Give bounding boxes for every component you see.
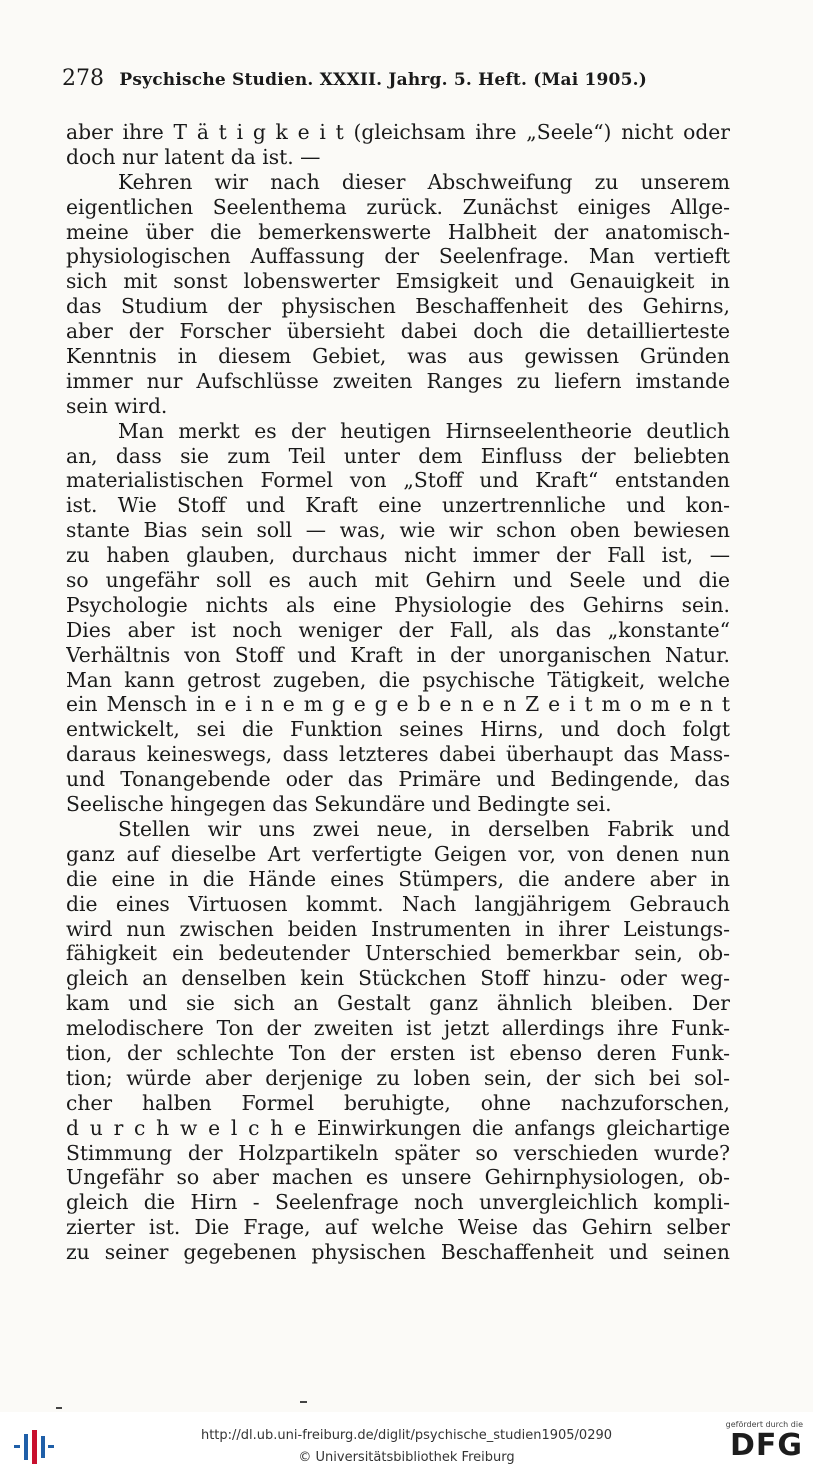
scan-mark [300, 1401, 307, 1403]
text-line: Man merkt es der heutigen Hirnseelentheorie deutlich [118, 418, 730, 443]
text-line: und Tonangebende oder das Primäre und Bedingende, das [66, 767, 730, 792]
text-line: d u r c h w e l c h e Einwirkungen die anfangs gleichartige [66, 1115, 730, 1140]
text-line: zu seiner gegebenen physischen Beschaffenheit und seinen [66, 1240, 730, 1265]
text-line: immer nur Aufschlüsse zweiten Ranges zu liefern imstande [66, 368, 730, 393]
text-line: materialistischen Formel von „Stoff und Kraft“ entstanden [66, 468, 730, 493]
text-line: eigentlichen Seelenthema zurück. Zunächst einiges Allge- [66, 194, 730, 219]
text-line: meine über die bemerkenswerte Halbheit der anatomisch- [66, 219, 730, 244]
text-line: doch nur latent da ist. — [66, 144, 321, 169]
text-line: kam und sie sich an Gestalt ganz ähnlich bleiben. Der [66, 991, 730, 1016]
text-line: stante Bias sein soll — was, wie wir schon oben bewiesen [66, 518, 730, 543]
text-line: wird nun zwischen beiden Instrumenten in ihrer Leistungs- [66, 916, 730, 941]
text-line: Stellen wir uns zwei neue, in derselben Fabrik und [118, 816, 730, 841]
page-number: 278 [62, 66, 104, 91]
body-text [66, 120, 730, 1265]
text-line: Verhältnis von Stoff und Kraft in der unorganischen Natur. [66, 642, 730, 667]
scan-mark [56, 1407, 62, 1409]
text-line: Psychologie nichts als eine Physiologie des Gehirns sein. [66, 592, 730, 617]
text-line: physiologischen Auffassung der Seelenfrage. Man vertieft [66, 244, 730, 269]
text-line: ist. Wie Stoff und Kraft eine unzertrennliche und kon- [66, 493, 730, 518]
text-line: Kenntnis in diesem Gebiet, was aus gewissen Gründen [66, 344, 730, 369]
text-line: aber der Forscher übersieht dabei doch die detaillierteste [66, 319, 730, 344]
text-line: Seelische hingegen das Sekundäre und Bedingte sei. [66, 792, 612, 817]
text-line: daraus keineswegs, dass letzteres dabei überhaupt das Mass- [66, 742, 730, 767]
text-line: entwickelt, sei die Funktion seines Hirns, und doch folgt [66, 717, 730, 742]
text-line: melodischere Ton der zweiten ist jetzt allerdings ihre Funk- [66, 1016, 730, 1041]
text-line: Stimmung der Holzpartikeln später so verschieden wurde? [66, 1140, 730, 1165]
running-title: Psychische Studien. XXXII. Jahrg. 5. Heft. (Mai 1905.) [119, 70, 647, 90]
scan-edge-marks [0, 1400, 813, 1412]
text-line: das Studium der physischen Beschaffenheit des Gehirns, [66, 294, 730, 319]
text-line: gleich die Hirn - Seelenfrage noch unvergleichlich kompli- [66, 1190, 730, 1215]
viewer-footer [0, 1412, 813, 1473]
text-line: aber ihre T ä t i g k e i t (gleichsam ihre „Seele“) nicht oder [66, 120, 730, 144]
text-line: an, dass sie zum Teil unter dem Einfluss der beliebten [66, 443, 730, 468]
text-line: sein wird. [66, 393, 168, 418]
text-line: so ungefähr soll es auch mit Gehirn und Seele und die [66, 568, 730, 593]
text-line: ein Mensch in e i n e m g e g e b e n e n Z e i t m o m e n t [66, 692, 730, 717]
text-line: sich mit sonst lobenswerter Emsigkeit und Genauigkeit in [66, 269, 730, 294]
text-line: zu haben glauben, durchaus nicht immer der Fall ist, — [66, 543, 730, 568]
source-url[interactable]: http://dl.ub.uni-freiburg.de/diglit/psychische_studien1905/0290 [200, 1428, 613, 1443]
text-line: ganz auf dieselbe Art verfertigte Geigen vor, von denen nun [66, 841, 730, 866]
text-line: Ungefähr so aber machen es unsere Gehirnphysiologen, ob- [66, 1165, 730, 1190]
text-line: zierter ist. Die Frage, auf welche Weise das Gehirn selber [66, 1215, 730, 1240]
text-line: tion, der schlechte Ton der ersten ist ebenso deren Funk- [66, 1040, 730, 1065]
copyright-notice: © Universitätsbibliothek Freiburg [298, 1450, 515, 1465]
text-line: gleich an denselben kein Stückchen Stoff hinzu- oder weg- [66, 966, 730, 991]
text-line: fähigkeit ein bedeutender Unterschied bemerkbar sein, ob- [66, 941, 730, 966]
text-line: Dies aber ist noch weniger der Fall, als das „konstante“ [66, 617, 730, 642]
text-line: die eines Virtuosen kommt. Nach langjährigem Gebrauch [66, 891, 730, 916]
dfg-logo-icon: DFG [729, 1428, 803, 1463]
text-line: Kehren wir nach dieser Abschweifung zu unserem [118, 169, 730, 194]
running-header [62, 66, 742, 96]
text-line: tion; würde aber derjenige zu loben sein, der sich bei sol- [66, 1065, 730, 1090]
dfg-sponsor [713, 1420, 803, 1470]
text-line: cher halben Formel beruhigte, ohne nachzuforschen, [66, 1090, 730, 1115]
text-line: die eine in die Hände eines Stümpers, die andere aber in [66, 866, 730, 891]
text-line: Man kann getrost zugeben, die psychische Tätigkeit, welche [66, 667, 730, 692]
sponsor-caption: gefördert durch die [725, 1420, 803, 1429]
